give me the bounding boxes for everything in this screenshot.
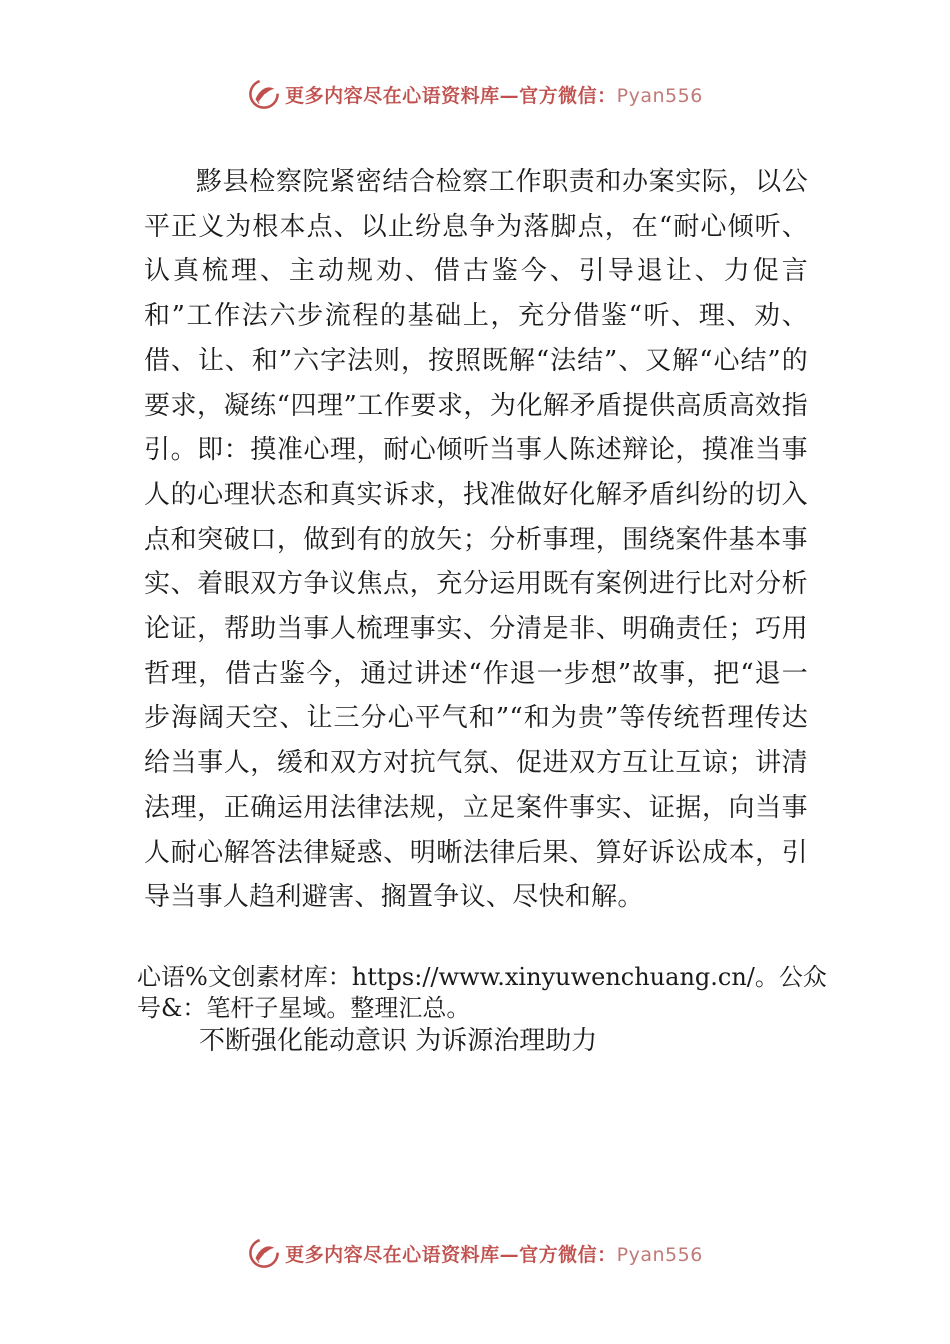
- section-subheading: 不断强化能动意识 为诉源治理助力: [199, 1026, 598, 1056]
- source-note: 心语%文创素材库：https://www.xinyuwenchuang.cn/。公众号&：笔杆子星域。整理汇总。: [137, 963, 827, 1022]
- body-paragraph: 黟县检察院紧密结合检察工作职责和办案实际，以公平正义为根本点、以止纷息争为落脚点，在“耐心倾听、认真梳理、主动规劝、借古鉴今、引导退让、力促言和”工作法六步流程的基础上，充分借鉴“听、理、劝、借、让、和”六字法则，按照既解“法结”、又解“心结”的要求，凝练“四理”工作要求，为化解矛盾提供高质高效指引。即：摸准心理，耐心倾听当事人陈述辩论，摸准当事人的心理状态和真实诉求，找准做好化解矛盾纠纷的切入点和突破口，做到有的放矢；分析事理，围绕案件基本事实、着眼双方争议焦点，充分运用既有案例进行比对分析论证，帮助当事人梳理事实、分清是非、明确责任；巧用哲理，借古鉴今，通过讲述“作退一步想”故事，把“退一步海阔天空、让三分心平气和”“和为贵”等传统哲理传达给当事人，缓和双方对抗气氛、促进双方互让互谅；讲清法理，正确运用法律法规，立足案件事实、证据，向当事人耐心解答法律疑惑、明晰法律后果、算好诉讼成本，引导当事人趋利避害、搁置争议、尽快和解。: [144, 167, 808, 913]
- footer-banner: [0, 1233, 950, 1273]
- footer-banner-text: [285, 1240, 703, 1267]
- footer-banner-account: Pyan556: [616, 1243, 703, 1266]
- red-swirl-logo-icon: [247, 77, 281, 111]
- footer-banner-label: 更多内容尽在心语资料库—官方微信：: [285, 1243, 617, 1266]
- header-banner-text: [285, 81, 703, 108]
- red-swirl-logo-icon: [247, 1236, 281, 1270]
- header-banner: [0, 74, 950, 114]
- header-banner-label: 更多内容尽在心语资料库—官方微信：: [285, 84, 617, 107]
- header-banner-account: Pyan556: [616, 84, 703, 107]
